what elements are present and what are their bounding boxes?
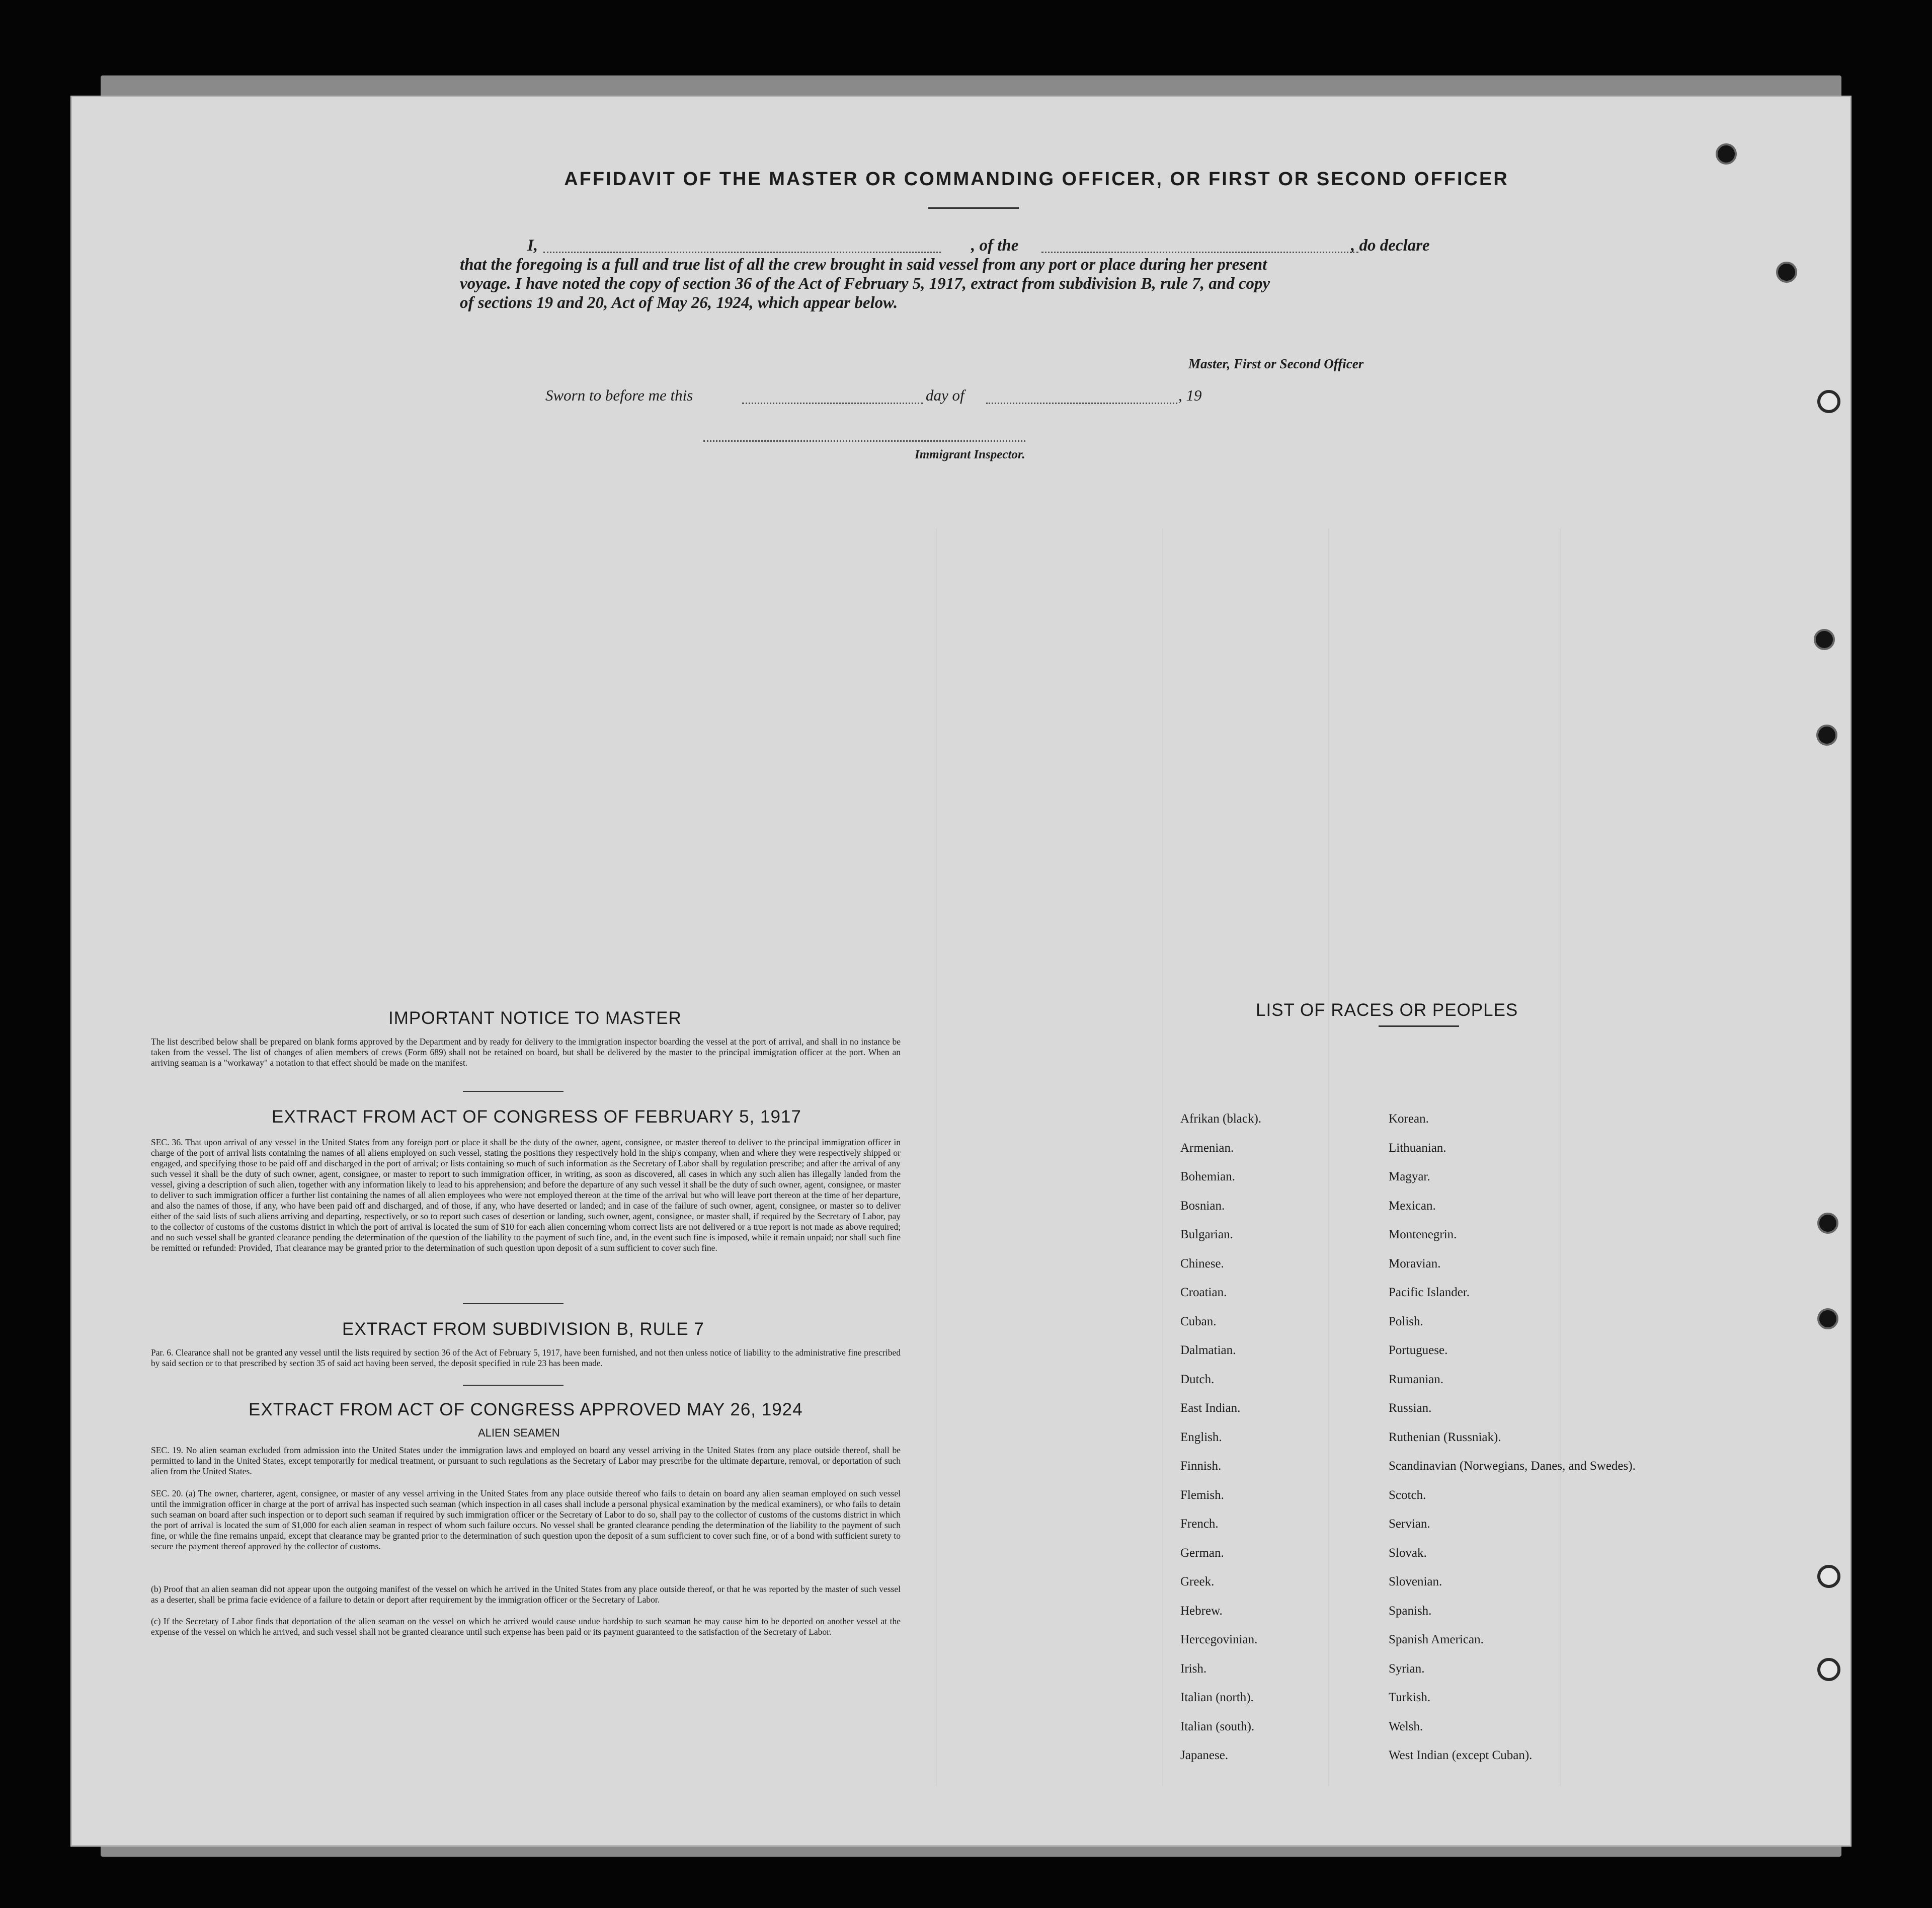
extract-1917-title: EXTRACT FROM ACT OF CONGRESS OF FEBRUARY 5, 1917 [272,1107,801,1127]
punch-hole [1817,1565,1840,1588]
punch-hole [1817,1308,1838,1329]
name-blank [543,252,941,253]
race-item: Magyar. [1389,1170,1430,1183]
alien-seamen-subtitle: ALIEN SEAMEN [478,1426,560,1439]
race-item: English. [1180,1430,1222,1444]
affidavit-line-2: that the foregoing is a full and true list of all the crew brought in said vessel from any port or place during her present [460,256,1267,274]
race-item: Welsh. [1389,1719,1423,1733]
race-item: Korean. [1389,1112,1429,1126]
vessel-blank [1041,252,1358,253]
race-item: Cuban. [1180,1314,1217,1328]
race-item: Scandinavian (Norwegians, Danes, and Swedes). [1389,1459,1636,1473]
extract-rule7-title: EXTRACT FROM SUBDIVISION B, RULE 7 [342,1319,704,1339]
race-item: Pacific Islander. [1389,1286,1470,1299]
extract-rule7-text: Par. 6. Clearance shall not be granted any vessel until the lists required by section 36 of the Act of February 5, 1917, have been furnished, and not then unless notice of liability to the administrative fine prescribed by said section or to that prescribed by section 35 of said act having been served, the deposit specified in rule 23 has been made. [151,1347,901,1368]
affidavit-i: I, [527,236,538,255]
race-item: Afrikan (black). [1180,1112,1262,1126]
race-item: Montenegrin. [1389,1228,1457,1241]
sec-20b-text: (b) Proof that an alien seaman did not appear upon the outgoing manifest of the vessel on which he arrived in the United States from any place outside thereof, or that he was reported by the master of such vessel as a deserter, shall be prima facie evidence of a failure to detain or deport after requirement by the immigration officer or the Secretary of Labor. [151,1584,901,1605]
race-item: Russian. [1389,1401,1432,1415]
affidavit-declare: , do declare [1351,236,1430,255]
race-item: Hebrew. [1180,1604,1223,1618]
race-item: Slovenian. [1389,1575,1442,1588]
extract-1924-title: EXTRACT FROM ACT OF CONGRESS APPROVED MAY 26, 1924 [249,1400,803,1419]
affidavit-of-the: , of the [971,236,1019,255]
race-item: Spanish. [1389,1604,1432,1618]
race-item: Scotch. [1389,1488,1426,1502]
sec-19-text: SEC. 19. No alien seaman excluded from admission into the United States under the immigration laws and employed on board any vessel arriving in the United States from any place outside thereof, shall be permitted to land in the United States, except temporarily for medical treatment, or pursuant to such regulations as the Secretary of Labor may prescribe for the ultimate departure, removal, or deportation of such alien from the United States. [151,1445,901,1476]
race-item: Mexican. [1389,1199,1436,1213]
race-item: Turkish. [1389,1691,1431,1704]
race-item: Bulgarian. [1180,1228,1233,1241]
signature-caption: Master, First or Second Officer [1188,356,1364,371]
race-item: Flemish. [1180,1488,1224,1502]
race-item: Bosnian. [1180,1199,1225,1213]
day-blank [742,403,923,404]
race-item: Italian (north). [1180,1691,1254,1704]
divider [463,1303,564,1304]
title-underline [928,207,1019,209]
race-item: Lithuanian. [1389,1141,1446,1155]
race-item: West Indian (except Cuban). [1389,1748,1533,1762]
race-item: Syrian. [1389,1661,1425,1676]
race-item: Finnish. [1180,1459,1222,1473]
race-item: Japanese. [1180,1748,1229,1762]
race-item: Spanish American. [1389,1633,1484,1646]
punch-hole [1816,725,1837,746]
race-item: Moravian. [1389,1256,1441,1270]
notice-title: IMPORTANT NOTICE TO MASTER [388,1008,682,1028]
day-of-text: day of [926,386,964,404]
race-item: Armenian. [1180,1141,1234,1155]
affidavit-title: AFFIDAVIT OF THE MASTER OR COMMANDING OFFICER, OR FIRST OR SECOND OFFICER [564,169,1509,190]
affidavit-line-4: of sections 19 and 20, Act of May 26, 1924, which appear below. [460,294,898,312]
affidavit-line-3: voyage. I have noted the copy of section 36 of the Act of February 5, 1917, extract from subdivision B, rule 7, and copy [460,275,1270,293]
inspector-blank [703,440,1025,442]
race-item: Dalmatian. [1180,1343,1236,1357]
notice-text: The list described below shall be prepared on blank forms approved by the Department and by ready for delivery to the immigration inspector boarding the vessel at the port of arrival, and shall in no instance be taken from the vessel. The list of changes of alien members of crews (Form 689) shall not be retained on board, but shall be delivered by the master to the principal immigration officer at the port. When an arriving seaman is a "workaway" a notation to that effect should be made on the manifest. [151,1037,901,1068]
divider [463,1385,564,1386]
divider [463,1091,564,1092]
race-item: Irish. [1180,1661,1207,1676]
race-item: East Indian. [1180,1401,1241,1415]
month-blank [986,403,1177,404]
sec-20c-text: (c) If the Secretary of Labor finds that deportation of the alien seaman on the vessel on which he arrived would cause undue hardship to such seaman he may cause him to be deported on another vessel at the expense of the vessel on which he arrived, and such vessel shall not be granted clearance until such expense has been paid or its payment guaranteed to the satisfaction of the Secretary of Labor. [151,1616,901,1637]
race-item: Croatian. [1180,1286,1227,1299]
sec-20a-text: SEC. 20. (a) The owner, charterer, agent, consignee, or master of any vessel arriving in the United States from any place outside thereof who fails to detain on board any alien seaman employed on such vessel until the immigration officer in charge at the port of arrival has inspected such seaman (which inspection in all cases shall include a personal physical examination by the medical examiners), or who fails to detain such seaman on board after such inspection or to deport such seaman if required by such immigration officer or the Secretary of Labor to do so, shall pay to the collector of customs of the customs district in which the port of arrival is located the sum of $1,000 for each alien seaman in respect of whom such failure occurs. No vessel shall be granted clearance pending the determination of the liability to the payment of such fine, or while the fine remains unpaid, except that clearance may be granted prior to the determination of such question upon the deposit of a sum sufficient to cover such fine, or of a bond with sufficient surety to secure the payment thereof approved by the collector of customs. [151,1488,901,1551]
extract-1917-text: SEC. 36. That upon arrival of any vessel in the United States from any foreign port or place it shall be the duty of the owner, agent, consignee, or master thereof to deliver to the principal immigration officer in charge of the port of arrival lists containing the names of all aliens employed on such vessel, stating the positions they respectively hold in the ship's company, when and where they were respectively shipped or engaged, and specifying those to be paid off and discharged in the port of arrival; or lists containing so much of such information as the Secretary of Labor shall by regulation prescribe; and after the arrival of any such vessel it shall be the duty of such owner, agent, consignee, or master to report to such immigration officer, in writing, as soon as discovered, all cases in which any such alien has illegally landed from the vessel, giving a description of such alien, together with any information likely to lead to his apprehension; and before the departure of any such vessel it shall be the duty of such owner, agent, consignee, or master to deliver to such immigration officer a further list containing the names of all alien employees who were not employed thereon at the time of the arrival but who will leave port thereon at the time of her departure, and also the names of those, if any, who have been paid off and discharged, and of those, if any, who have deserted or landed; and in case of the failure of such owner, agent, consignee, or master so to deliver either of the said lists of such aliens arriving and departing, respectively, or so to report such cases of desertion or landing, such owner, agent, consignee, or master shall, if required by the Secretary of Labor, pay to the collector of customs of the customs district in which the port of arrival is located the sum of $10 for each alien concerning whom correct lists are not delivered or a true report is not made as above required; and no such vessel shall be granted clearance pending the determination of the question of the liability to the payment of such fine, and, in the event such fine is imposed, while it remain unpaid; nor shall such fine be remitted or refunded: Provided, That clearance may be granted prior to the determination of such question upon deposit of a sum sufficient to cover such fine. [151,1137,901,1253]
race-item: Chinese. [1180,1256,1224,1270]
manifest-page [70,96,1852,1847]
race-item: Ruthenian (Russniak). [1389,1430,1501,1444]
race-item: Servian. [1389,1517,1430,1531]
races-column-1 [1180,1112,1261,1778]
punch-hole [1817,390,1840,413]
punch-hole [1817,1213,1838,1234]
punch-hole [1817,1658,1840,1681]
race-item: Italian (south). [1180,1719,1255,1733]
race-item: French. [1180,1517,1219,1531]
sworn-text: Sworn to before me this [545,386,693,404]
race-item: Greek. [1180,1575,1215,1588]
race-item: German. [1180,1546,1224,1560]
year-text: , 19 [1178,386,1202,404]
race-item: Polish. [1389,1314,1423,1328]
race-item: Portuguese. [1389,1343,1448,1357]
punch-hole [1814,629,1835,650]
race-item: Slovak. [1389,1546,1427,1560]
race-item: Dutch. [1180,1372,1215,1386]
race-item: Hercegovinian. [1180,1633,1258,1646]
race-item: Rumanian. [1389,1372,1444,1386]
races-title: LIST OF RACES OR PEOPLES [1256,1000,1518,1020]
punch-hole [1776,262,1797,283]
race-item: Bohemian. [1180,1170,1236,1183]
inspector-caption: Immigrant Inspector. [915,448,1025,461]
punch-hole [1716,143,1737,165]
races-underline [1379,1025,1459,1027]
races-column-2 [1389,1112,1636,1778]
